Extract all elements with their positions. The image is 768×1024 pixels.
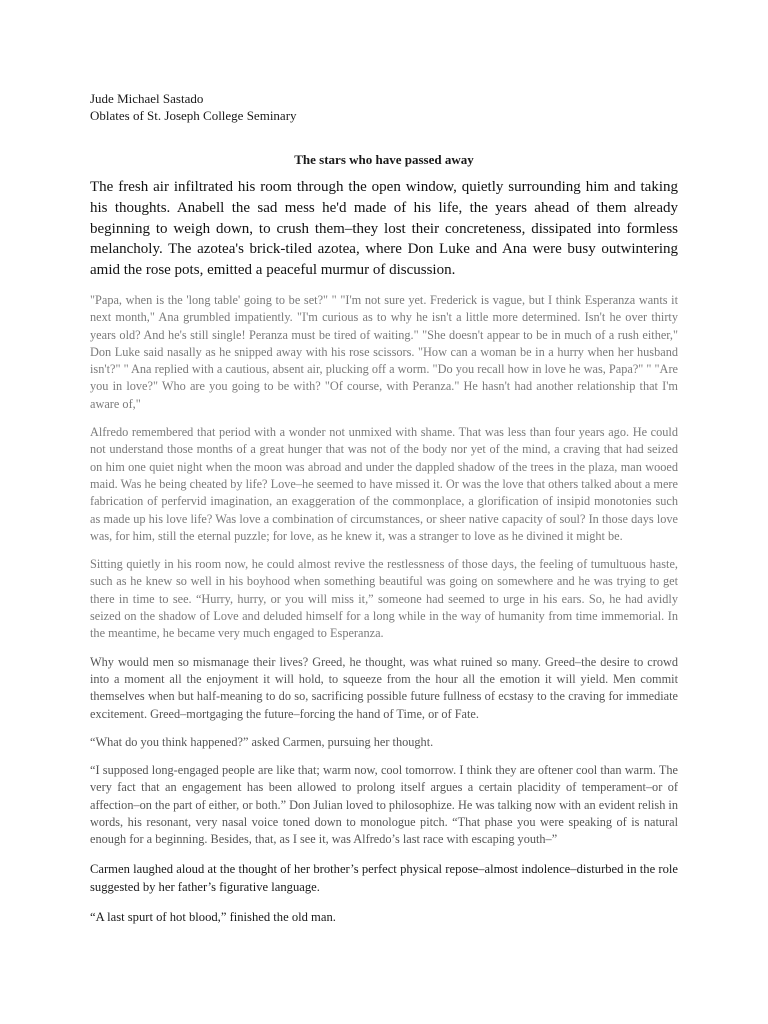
paragraph-alfredo-remembered: Alfredo remembered that period with a wonder not unmixed with shame. That was less than four years ago. He could not understand those months of a great hunger that was not of the body nor yet of the mind, a craving that had seized on him one quiet night when the moon was abroad and under the dappled shadow of the trees in the plaza, man wooed maid. Was he being cheated by life? Love–he seemed to have missed it. Or was the love that others talked about a mere fabrication of perfervid imagination, an exaggeration of the commonplace, a glorification of insipid monotonies such as made up his love life? Was love a combination of circumstances, or sheer native capacity of soul? In those days love was, for him, still the eternal puzzle; for love, as he knew it, was a stranger to love as he divined it might be.: [90, 425, 678, 543]
paragraph-carmen-question: “What do you think happened?” asked Carmen, pursuing her thought.: [90, 734, 434, 749]
paragraph-last-spurt: “A last spurt of hot blood,” finished the old man.: [90, 909, 336, 924]
paragraph-carmen-laughed: Carmen laughed aloud at the thought of her brother’s perfect physical repose–almost indolence–disturbed in the role suggested by her father’s figurative language.: [90, 861, 678, 895]
paragraph-sitting-quietly: Sitting quietly in his room now, he could almost revive the restlessness of those days, the feeling of tumultuous haste, such as he knew so well in his boyhood when something beautiful was going on somewhere and he was trying to get there in time to see. “Hurry, hurry, or you will miss it,” someone had seemed to urge in his ears. So, he had avidly seized on the shadow of Love and deluded himself for a long while in the way of humanity from time immemorial. In the meantime, he became very much engaged to Esperanza.: [90, 557, 678, 641]
paragraph-greed: Why would men so mismanage their lives? Greed, he thought, was what ruined so many. Greed–the desire to crowd into a moment all the enjoyment it will hold, to squeeze from the hour all the emotion it will yield. Men commit themselves when but half-meaning to do so, sacrificing possible future fullness of ecstasy to the craving for immediate excitement. Greed–mortgaging the future–forcing the hand of Time, or of Fate.: [90, 654, 678, 721]
author-affiliation: Oblates of St. Joseph College Seminary: [90, 108, 297, 123]
document-page: [90, 90, 678, 926]
paragraph-dialogue: "Papa, when is the 'long table' going to be set?" " "I'm not sure yet. Frederick is vague, but I think Esperanza wants it next month," Ana grumbled impatiently. "I'm curious as to why he isn't a little more determined. Isn't he over thirty years old? And he's still single! Peranza must be tired of waiting." "She doesn't appear to be in much of a rush either," Don Luke said nasally as he snipped away with his rose scissors. "How can a woman be in a hurry when her husband isn't?" " Ana replied with a cautious, absent air, plucking off a worm. "Do you recall how in love he was, Papa?" " "Are you in love?" Who are you going to be with? "Of course, with Peranza." He hasn't had another relationship that I'm aware of,": [90, 292, 678, 411]
paragraph-don-julian: “I supposed long-engaged people are like that; warm now, cool tomorrow. I think they are oftener cool than warm. The very fact that an engagement has been allowed to prolong itself argues a certain placidity of temperament–or of affection–on the part of either, or both.” Don Julian loved to philosophize. He was talking now with an evident relish in words, his resonant, very nasal voice toned down to monologue pitch. “That phase you were speaking of is natural enough for a beginning. Besides, that, as I see it, was Alfredo’s last race with escaping youth–”: [90, 763, 678, 847]
paragraph-opening: The fresh air infiltrated his room through the open window, quietly surrounding him and taking his thoughts. Anabell the sad mess he'd made of his life, the years ahead of them already beginning to weigh down, to crush them–they lost their concreteness, dissipated into formless melancholy. The azotea's brick-tiled azotea, where Don Luke and Ana were busy outwintering amid the rose pots, emitted a peaceful murmur of discussion.: [90, 179, 678, 279]
document-title: The stars who have passed away: [294, 152, 474, 167]
author-name: Jude Michael Sastado: [90, 91, 204, 106]
author-block: [90, 90, 678, 124]
